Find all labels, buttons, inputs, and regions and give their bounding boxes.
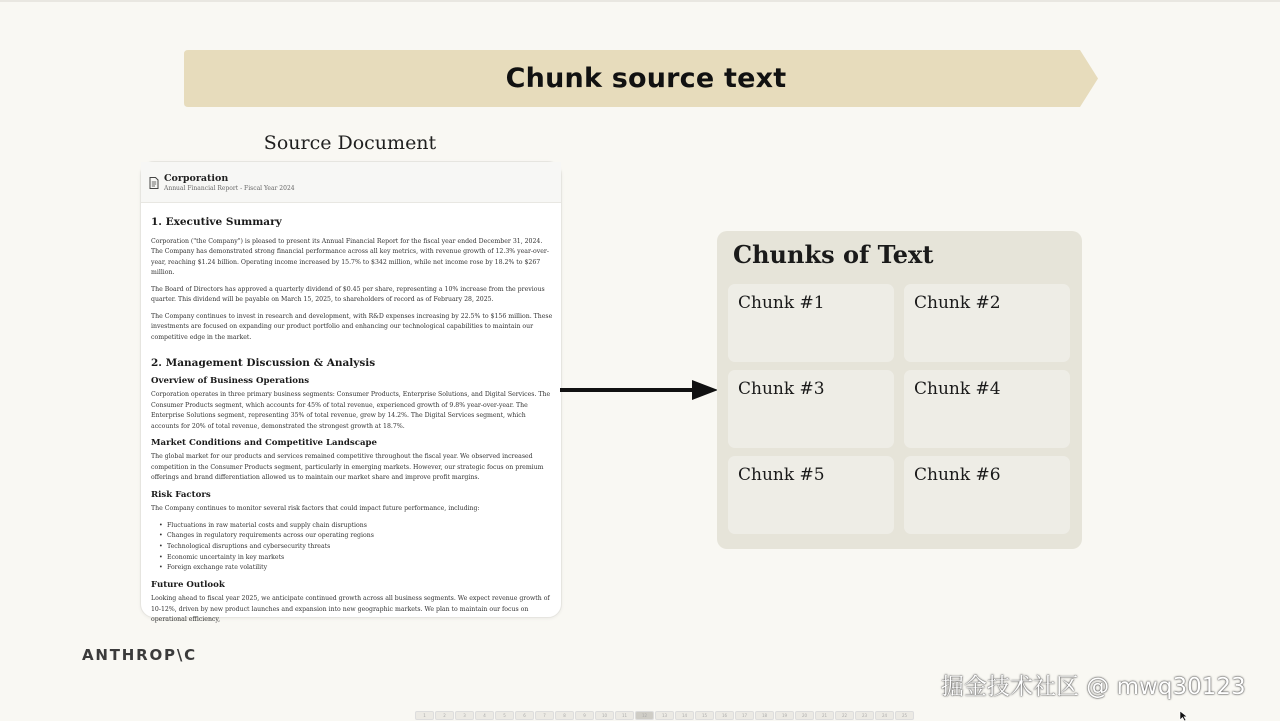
- slide-pager: [415, 711, 914, 719]
- slide-thumb-19[interactable]: 19: [775, 711, 794, 720]
- document-subtitle: Annual Financial Report - Fiscal Year 2024: [164, 185, 295, 192]
- slide-thumb-14[interactable]: 14: [675, 711, 694, 720]
- slide-thumb-25[interactable]: 25: [895, 711, 914, 720]
- title-banner: [184, 50, 1098, 107]
- slide-thumb-23[interactable]: 23: [855, 711, 874, 720]
- chunk-card-6: [904, 456, 1070, 534]
- slide-thumb-15[interactable]: 15: [695, 711, 714, 720]
- list-item: [159, 553, 554, 564]
- chunk-label: Chunk #4: [914, 379, 1001, 399]
- bullet-icon: •: [159, 543, 163, 551]
- mouse-cursor-icon: [1180, 711, 1190, 721]
- source-document-label: Source Document: [263, 132, 437, 154]
- chunk-label: Chunk #5: [738, 465, 825, 485]
- slide-thumb-6[interactable]: 6: [515, 711, 534, 720]
- slide-thumb-16[interactable]: 16: [715, 711, 734, 720]
- list-item: [159, 563, 554, 574]
- bullet-icon: •: [159, 532, 163, 540]
- chunk-label: Chunk #2: [914, 293, 1001, 313]
- chunk-card-2: [904, 284, 1070, 362]
- slide-thumb-5[interactable]: 5: [495, 711, 514, 720]
- chunk-card-5: [728, 456, 894, 534]
- slide-thumb-2[interactable]: 2: [435, 711, 454, 720]
- chunk-card-3: [728, 370, 894, 448]
- list-item-text: Economic uncertainty in key markets: [167, 553, 285, 561]
- slide-thumb-17[interactable]: 17: [735, 711, 754, 720]
- arrow-right-icon: [560, 378, 720, 404]
- list-item: [159, 542, 554, 553]
- slide-thumb-4[interactable]: 4: [475, 711, 494, 720]
- slide-thumb-10[interactable]: 10: [595, 711, 614, 720]
- list-item-text: Foreign exchange rate volatility: [167, 564, 268, 572]
- list-item: [159, 521, 554, 532]
- document-company: Corporation: [164, 173, 229, 184]
- paragraph: The Board of Directors has approved a quarterly dividend of $0.45 per share, representing a 10% increase from the previous quarter. This dividend will be payable on March 15, 2025, to shareholders of record as of February 28, 2025.: [151, 285, 545, 304]
- list-item-text: Technological disruptions and cybersecurity threats: [167, 543, 331, 551]
- banner-title: Chunk source text: [505, 63, 787, 94]
- slide-thumb-12[interactable]: 12: [635, 711, 654, 720]
- slide-thumb-24[interactable]: 24: [875, 711, 894, 720]
- subsection-heading: Overview of Business Operations: [151, 375, 310, 386]
- document-header: [141, 162, 561, 203]
- anthropic-logo: ANTHROP\C: [82, 646, 197, 664]
- paragraph: Looking ahead to fiscal year 2025, we anticipate continued growth across all business segments. We expect revenue growth of 10-12%, driven by new product launches and expansion into new geographic markets. We plan to maintain our focus on operational efficiency,: [151, 595, 550, 624]
- bullet-icon: •: [159, 564, 163, 572]
- subsection-heading: Risk Factors: [151, 489, 211, 500]
- chunk-label: Chunk #1: [738, 293, 825, 313]
- risk-list: [151, 521, 554, 575]
- slide-thumb-18[interactable]: 18: [755, 711, 774, 720]
- paragraph: The Company continues to monitor several risk factors that could impact future performance, including:: [151, 505, 480, 513]
- watermark-text: 掘金技术社区 @ mwq30123: [941, 674, 1246, 700]
- slide-thumb-7[interactable]: 7: [535, 711, 554, 720]
- subsection-heading: Market Conditions and Competitive Landscape: [151, 438, 377, 448]
- chunks-panel: [717, 231, 1082, 549]
- paragraph: The global market for our products and services remained competitive throughout the fiscal year. We observed increased competition in the Consumer Products segment, particularly in emerging markets. However, our strategic focus on premium offerings and brand differentiation allowed us to maintain our market share and improve profit margins.: [151, 453, 544, 482]
- bullet-icon: •: [159, 521, 163, 529]
- top-border: [0, 0, 1280, 2]
- slide-thumb-20[interactable]: 20: [795, 711, 814, 720]
- chunk-label: Chunk #3: [738, 379, 825, 399]
- chunks-title: Chunks of Text: [733, 240, 934, 269]
- section-heading: 2. Management Discussion & Analysis: [151, 357, 376, 370]
- source-document-card: [140, 161, 562, 624]
- slide-thumb-3[interactable]: 3: [455, 711, 474, 720]
- slide-thumb-21[interactable]: 21: [815, 711, 834, 720]
- document-icon: [149, 177, 159, 189]
- list-item-text: Changes in regulatory requirements across our operating regions: [167, 532, 374, 540]
- document-body: [151, 216, 554, 632]
- list-item-text: Fluctuations in raw material costs and supply chain disruptions: [167, 521, 367, 529]
- slide-thumb-13[interactable]: 13: [655, 711, 674, 720]
- slide-thumb-1[interactable]: 1: [415, 711, 434, 720]
- slide-thumb-11[interactable]: 11: [615, 711, 634, 720]
- list-item: [159, 531, 554, 542]
- paragraph: Corporation ("the Company") is pleased to present its Annual Financial Report for the fiscal year ended December 31, 2024. The Company has demonstrated strong financial performance across all key metrics, with revenue growth of 12.3% year-over-year, reaching $1.24 billion. Operating income increased by 15.7% to $342 million, while net income rose by 18.2% to $267 million.: [151, 237, 549, 277]
- slide-thumb-8[interactable]: 8: [555, 711, 574, 720]
- chunk-card-1: [728, 284, 894, 362]
- bullet-icon: •: [159, 553, 163, 561]
- chunk-label: Chunk #6: [914, 465, 1001, 485]
- slide-thumb-9[interactable]: 9: [575, 711, 594, 720]
- slide-thumb-22[interactable]: 22: [835, 711, 854, 720]
- paragraph: Corporation operates in three primary business segments: Consumer Products, Enterprise Solutions, and Digital Services. The Consumer Products segment, which accounts for 45% of total revenue, experienced growth of 9.8% year-over-year. The Enterprise Solutions segment, representing 35% of total revenue, grew by 14.2%. The Digital Services segment, which accounts for 20% of total revenue, demonstrated the strongest growth at 18.7%.: [151, 391, 551, 430]
- subsection-heading: Future Outlook: [151, 580, 225, 591]
- section-heading: 1. Executive Summary: [151, 216, 282, 228]
- chunk-card-4: [904, 370, 1070, 448]
- paragraph: The Company continues to invest in research and development, with R&D expenses increasing by 22.5% to $156 million. These investments are focused on expanding our product portfolio and enhancing our technological capabilities to maintain our competitive edge in the market.: [151, 312, 553, 341]
